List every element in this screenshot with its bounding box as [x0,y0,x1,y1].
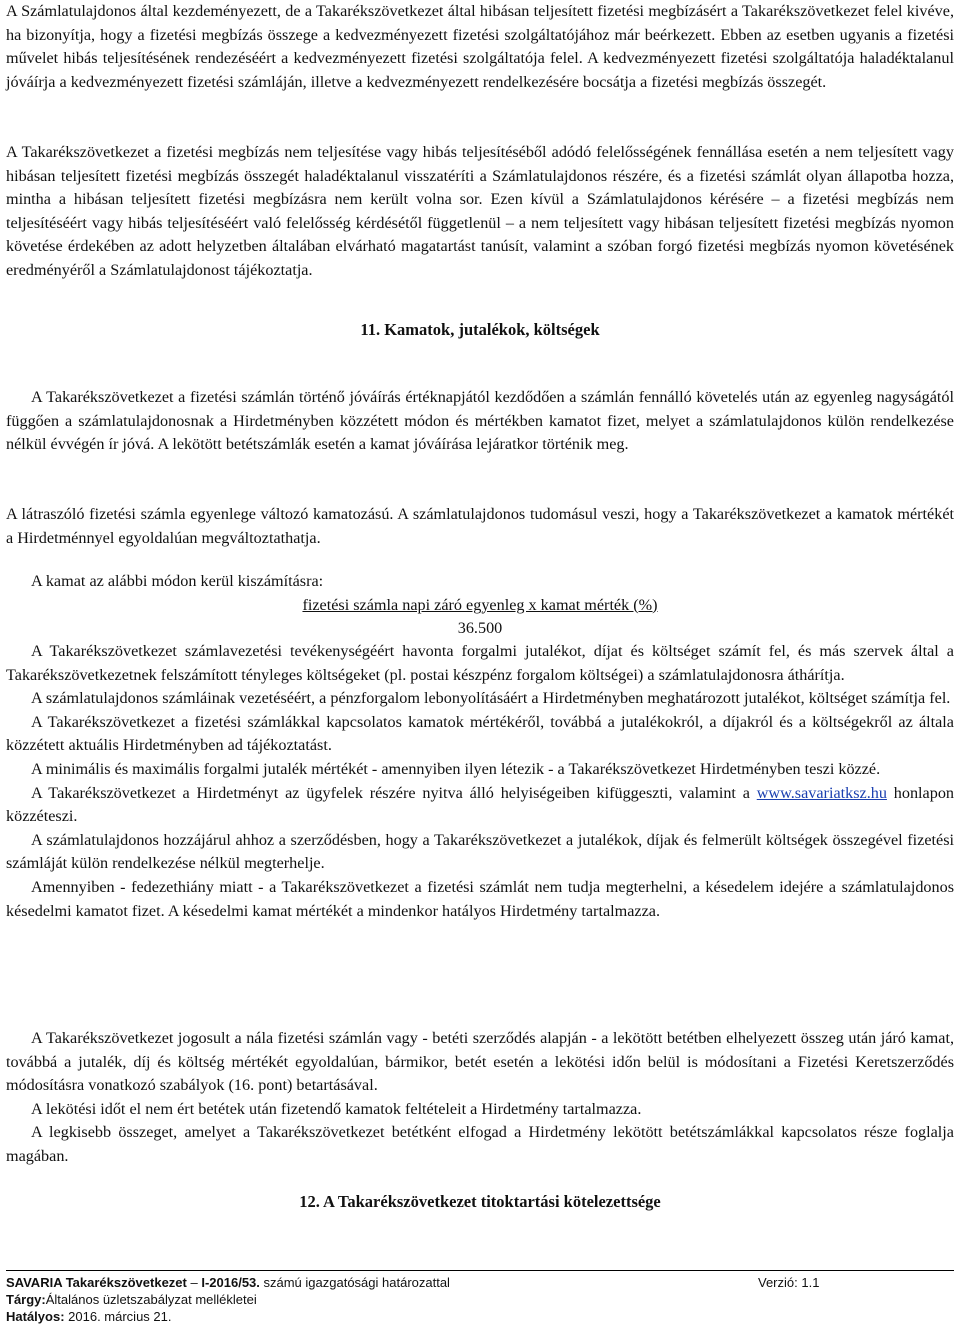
website-link[interactable]: www.savariatksz.hu [756,783,887,802]
section-heading-11: 11. Kamatok, jutalékok, költségek [360,320,600,339]
footer-line-3 [6,1308,954,1325]
paragraph-text: A látraszóló fizetési számla egyenlege változó kamatozású. A számlatulajdonos tudomásul veszi, hogy a Takarékszövetkezet a kamatok mértékét a Hirdetménnyel egyoldalúan megváltoztathatja. [6,505,954,547]
paragraph-late-interest: Amennyiben - fedezethiány miatt - a Takarékszövetkezet a fizetési számlát nem tudja megterhelni, a késedelem idejére a számlatulajdonos késedelmi kamatot fizet. A késedelmi kamat mértékét a mindenkor hatályos Hirdetmény tartalmazza. [6,877,954,920]
paragraph-minimum-deposit: A legkisebb összeget, amelyet a Takarékszövetkezet betétként elfogad a Hirdetmény lekötött betétszámlákkal kapcsolatos része foglalja magában. [6,1123,954,1165]
footer-effective-date: 2016. március 21. [64,1309,172,1324]
paragraph-fees: A Takarékszövetkezet számlavezetési tevékenységéért havonta forgalmi jutalékot, díjat és költséget számít fel, és más szervek által a Takarékszövetkezetnek felszámított tényleges költségeket (pl. postai készpénz forgalom költségei) a számlatulajdonosra áthárítja. [6,642,954,684]
footer-line-2 [6,1291,954,1308]
footer-resolution-number: I-2016/53. [201,1275,260,1290]
paragraph-debit-consent: A számlatulajdonos hozzájárul ahhoz a szerződésben, hogy a Takarékszövetkezet a jutalékok, díjak és felmerült költségek összegével fizetési számláját külön rendelkezése nélkül megterhelje. [6,830,954,873]
paragraph-refund [6,141,954,283]
fees-paragraphs [6,640,954,923]
footer-effective-label: Hatályos: [6,1309,65,1324]
paragraph-fee-info: A Takarékszövetkezet a fizetési számlákkal kapcsolatos kamatok mértékéről, továbbá a jutalékokról, a díjakról és a költségekről az általa közzétett aktuális Hirdetményben ad tájékoztatást. [6,712,954,755]
paragraph-text: A Takarékszövetkezet a fizetési megbízás nem teljesítése vagy hibás teljesítéséből adódó felelősségének fennállása esetén a nem teljesített vagy hibásan teljesített fizetési megbízás összegét haladéktalanul visszatéríti a Számlatulajdonos részére, és a fizetési számlát olyan állapotba hozza, mintha a hibásan teljesített fizetési megbízásra nem került volna sor. Ezen kívül a Számlatulajdonos kérésére – a fizetési megbízás nem teljesítéséért vagy hibás teljesítéséért való felelősség kérdésétől függetlenül – a nem teljesített vagy hibásan teljesített fizetési megbízás nyomon követése érdekében az adott helyzetben általában elvárható magatartást tanúsít, valamint a szóban forgó fizetési megbízás nyomon követésének eredményéről a Számlatulajdonost tájékoztatja. [6,143,954,279]
paragraph-variable-rate [6,503,954,550]
paragraph-text: A Számlatulajdonos által kezdeményezett, de a Takarékszövetkezet által hibásan teljesített fizetési megbízásért a Takarékszövetkezet felel kivéve, ha bizonyítja, hogy a fizetési megbízás összege a kedvezményezett fizetési szolgáltatójához már beérkezett. Ebben az esetben ugyanis a fizetési művelet hibás teljesítésének rendezéséért a kedvezményezett fizetési szolgáltatója felel. A kedvezményezett fizetési szolgáltatója haladéktalanul jóváírja a kedvezményezett fizetési számláján, illetve a kedvezményezett rendelkezésére bocsátja a fizetési megbízás összegét. [6,2,954,91]
footer-divider [6,1270,954,1271]
section-heading-12: 12. A Takarékszövetkezet titoktartási kötelezettsége [299,1192,661,1211]
footer-version: Verzió: 1.1 [758,1275,820,1290]
footer-subject-label: Tárgy: [6,1292,46,1307]
formula-denominator: 36.500 [457,619,503,638]
footer-resolution-text: számú igazgatósági határozattal [259,1275,450,1290]
footer-company: SAVARIA Takarékszövetkezet [6,1275,187,1290]
interest-formula [6,570,954,641]
paragraph-interest [6,386,954,457]
footer-subject: Általános üzletszabályzat mellékletei [45,1292,257,1307]
paragraph-modification: A Takarékszövetkezet jogosult a nála fizetési számlán vagy - betéti szerződés alapján - a lekötött betétben elhelyezett összeg után járó kamat, továbbá a jutalék, díj és költség mértékét egyoldalúan, bármikor, betét esetén a lekötési időn belül is módosítani a Fizetési Keretszerződés módosításra vonatkozó szabályok (16. pont) betartásával. [6,1029,954,1095]
paragraph-faulty-execution [6,0,954,94]
footer-line-1: SAVARIA Takarékszövetkezet – I-2016/53. számú igazgatósági határozattal Verzió: 1.1 [6,1275,820,1290]
paragraph-early-withdrawal: A lekötési időt el nem ért betétek után fizetendő kamatok feltételeit a Hirdetmény tartalmazza. [31,1099,642,1118]
paragraph-min-max: A minimális és maximális forgalmi jutalék mértékét - amennyiben ilyen létezik - a Takarékszövetkezet Hirdetményben teszi közzé. [31,759,881,778]
paragraph-text: A Takarékszövetkezet a fizetési számlán történő jóváírás értéknapjától kezdődően a számlán fennálló követelés után az egyenleg nagyságától függően a számlatulajdonosnak a Hirdetményben közzétett módon és mértékben kamatot fizet, melyet a számlatulajdonos külön rendelkezése nélkül évvégén ír jóvá. A lekötött betétszámlák esetén a kamat jóváírása lejáratkor történik meg. [6,388,954,454]
modification-paragraphs [6,1027,954,1169]
formula-intro: A kamat az alábbi módon kerül kiszámításra: [31,572,324,590]
page-footer [6,1274,954,1325]
paragraph-commission: A számlatulajdonos számláinak vezetéséért, a pénzforgalom lebonyolításáért a Hirdetményben meghatározott jutalékot, költséget számítja fel. [31,689,951,708]
formula-numerator: fizetési számla napi záró egyenleg x kamat mérték (%) [302,595,658,614]
paragraph-publication: A Takarékszövetkezet a Hirdetményt az ügyfelek részére nyitva álló helyiségeiben kifüggeszti, valamint a www.savariatksz.hu honlapon közzéteszi. [6,783,955,826]
